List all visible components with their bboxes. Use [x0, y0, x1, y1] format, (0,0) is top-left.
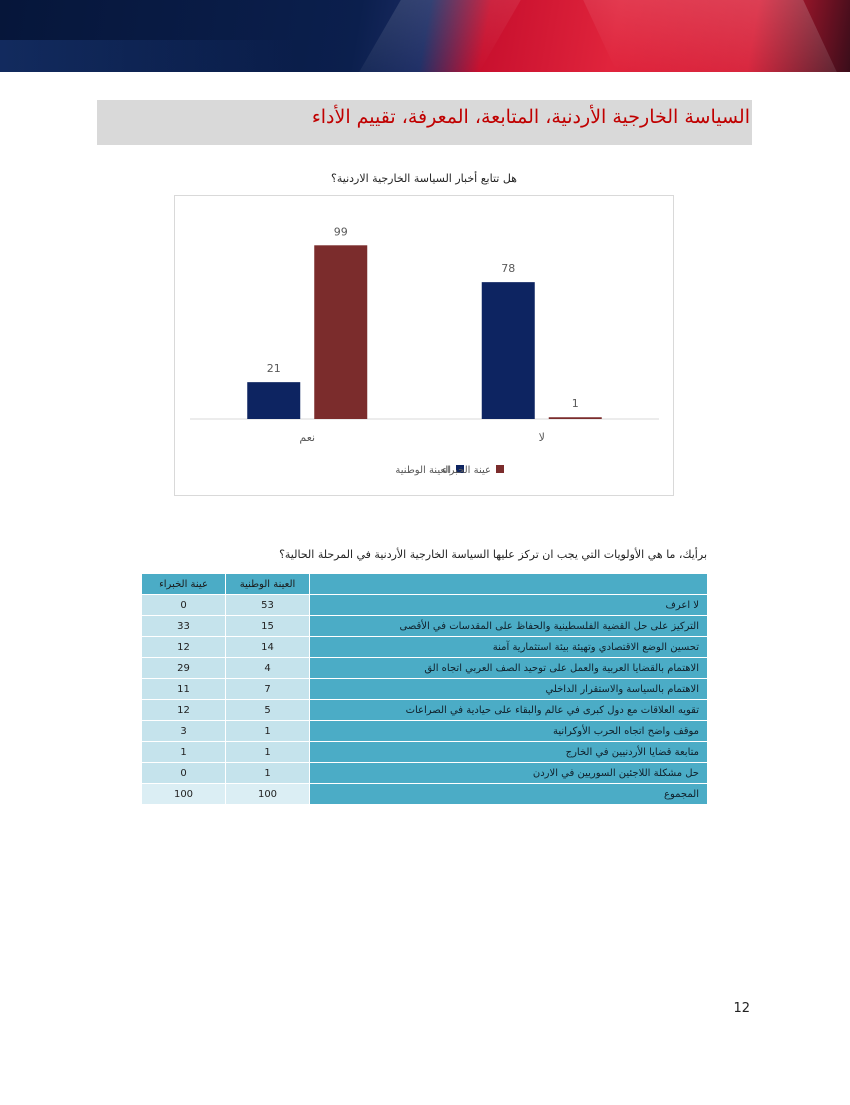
table-row: [142, 658, 708, 679]
cell-label: لا اعرف: [310, 595, 708, 616]
cell-experts: 11: [142, 679, 226, 700]
cell-national: 53: [226, 595, 310, 616]
legend-swatch: [496, 465, 504, 473]
table-row: [142, 637, 708, 658]
bar-national: [482, 282, 535, 419]
cell-label: تقويه العلاقات مع دول كبرى في عالم والبقاء على حيادية في الصراعات: [310, 700, 708, 721]
cell-national: 1: [226, 742, 310, 763]
table-total-row: [142, 784, 708, 805]
table-row: [142, 595, 708, 616]
cell-national: 14: [226, 637, 310, 658]
section-title-bar: [97, 100, 752, 145]
header-label: [310, 574, 708, 595]
cell-experts: 12: [142, 637, 226, 658]
bar-national: [247, 382, 300, 419]
cell-experts: 12: [142, 700, 226, 721]
cell-label: الاهتمام بالقضايا العربية والعمل على توحيد الصف العربي اتجاه الق: [310, 658, 708, 679]
data-label: 1: [571, 397, 579, 411]
cell-label: تحسين الوضع الاقتصادي وتهيئة بيئة استثمارية آمنة: [310, 637, 708, 658]
page-number: 12: [733, 1001, 750, 1016]
legend-label: عينة الخبراء: [442, 465, 491, 476]
cell-national: 1: [226, 721, 310, 742]
cell-experts: 1: [142, 742, 226, 763]
cell-national: 15: [226, 616, 310, 637]
table-row: [142, 700, 708, 721]
cell-label: متابعة قضايا الأردنيين في الخارج: [310, 742, 708, 763]
table-row: [142, 742, 708, 763]
header-national: العينة الوطنية: [226, 574, 310, 595]
cell-national: 7: [226, 679, 310, 700]
table-row: [142, 721, 708, 742]
cell-national: 5: [226, 700, 310, 721]
table-row: [142, 763, 708, 784]
category-label: نعم: [299, 431, 316, 444]
cell-national: 4: [226, 658, 310, 679]
banner-decoration: [0, 40, 300, 72]
cell-label: المجموع: [310, 784, 708, 805]
bar-experts: [549, 417, 602, 419]
category-label: لا: [538, 431, 545, 444]
header-experts: عينة الخبراء: [142, 574, 226, 595]
data-label: 21: [266, 362, 281, 376]
bar-experts: [314, 245, 367, 419]
page-title: السياسة الخارجية الأردنية، المتابعة، المعرفة، تقييم الأداء: [311, 106, 750, 128]
cell-label: التركيز على حل القضية الفلسطينية والحفاظ على المقدسات في الأقصى: [310, 616, 708, 637]
cell-national: 100: [226, 784, 310, 805]
legend-label: العينة الوطنية: [395, 465, 451, 476]
cell-experts: 0: [142, 763, 226, 784]
banner-decoration: [359, 0, 521, 72]
priorities-table: [141, 573, 708, 805]
data-label: 78: [501, 262, 516, 276]
chart-question: هل تتابع أخبار السياسة الخارجية الاردنية؟: [331, 172, 517, 185]
data-label: 99: [333, 225, 348, 239]
cell-label: الاهتمام بالسياسة والاستقرار الداخلي: [310, 679, 708, 700]
banner-decoration: [583, 0, 837, 72]
cell-experts: 0: [142, 595, 226, 616]
table-question: برأيك، ما هي الأولويات التي يجب ان تركز عليها السياسة الخارجية الأردنية في المرحلة الحالية؟: [279, 548, 707, 561]
table-header-row: [142, 574, 708, 595]
header-banner: [0, 0, 850, 72]
table-row: [142, 679, 708, 700]
bar-chart: [174, 195, 674, 496]
cell-label: حل مشكلة اللاجئين السوريين في الاردن: [310, 763, 708, 784]
table-row: [142, 616, 708, 637]
cell-experts: 3: [142, 721, 226, 742]
cell-experts: 100: [142, 784, 226, 805]
cell-national: 1: [226, 763, 310, 784]
cell-experts: 29: [142, 658, 226, 679]
cell-label: موقف واضح اتجاه الحرب الأوكرانية: [310, 721, 708, 742]
cell-experts: 33: [142, 616, 226, 637]
